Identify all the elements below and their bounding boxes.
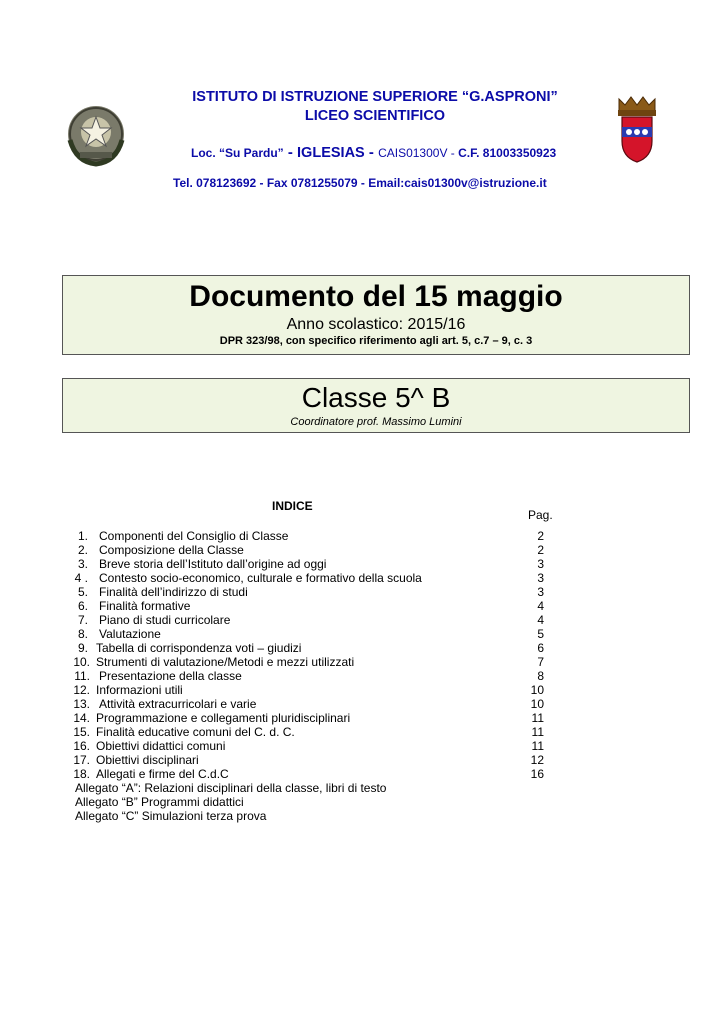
toc-item-label: Finalità formative bbox=[99, 599, 191, 613]
toc-item-number: 11. bbox=[74, 669, 90, 683]
toc-item-label: Strumenti di valutazione/Metodi e mezzi utilizzati bbox=[96, 655, 355, 669]
address-line bbox=[191, 144, 556, 162]
toc-item-page: 11 bbox=[531, 739, 544, 753]
toc-item-page: 2 bbox=[537, 529, 544, 543]
toc-item-label: Obiettivi disciplinari bbox=[96, 753, 199, 767]
toc-item-number: 1. bbox=[77, 529, 88, 543]
toc-item-label: Attività extracurricolari e varie bbox=[99, 697, 257, 711]
iglesias-crest-icon bbox=[613, 95, 661, 165]
toc-item bbox=[0, 767, 724, 781]
toc-item-label: Obiettivi didattici comuni bbox=[96, 739, 226, 753]
toc-item-page: 2 bbox=[537, 543, 544, 557]
toc-item-number: 15. bbox=[73, 725, 90, 739]
toc-item-label: Tabella di corrispondenza voti – giudizi bbox=[96, 641, 302, 655]
toc-item-page: 4 bbox=[537, 599, 544, 613]
toc-item-number: 13. bbox=[73, 697, 90, 711]
toc-item-page: 3 bbox=[537, 571, 544, 585]
class-box bbox=[62, 378, 690, 433]
toc-item bbox=[0, 599, 724, 613]
school-type: LICEO SCIENTIFICO bbox=[304, 108, 446, 124]
toc-item-number: 4 . bbox=[74, 571, 88, 585]
toc-item bbox=[0, 529, 724, 543]
toc-item bbox=[0, 739, 724, 753]
toc-item-page: 7 bbox=[537, 655, 544, 669]
toc-item-label: Componenti del Consiglio di Classe bbox=[99, 529, 289, 543]
toc-item bbox=[0, 669, 724, 683]
attachment-item: Allegato “B” Programmi didattici bbox=[75, 795, 244, 809]
toc-item-page: 3 bbox=[537, 557, 544, 571]
toc-item-label: Composizione della Classe bbox=[99, 543, 244, 557]
city: IGLESIAS bbox=[297, 145, 365, 161]
institute-name: ISTITUTO DI ISTRUZIONE SUPERIORE “G.ASPRONI” bbox=[192, 89, 558, 105]
toc-item-page: 3 bbox=[537, 585, 544, 599]
document-title-box bbox=[62, 275, 690, 355]
coordinator: Coordinatore prof. Massimo Lumini bbox=[290, 416, 462, 428]
attachment-item: Allegato “A”: Relazioni disciplinari della classe, libri di testo bbox=[75, 781, 387, 795]
toc-item bbox=[0, 627, 724, 641]
toc-item bbox=[0, 641, 724, 655]
toc-item-number: 18. bbox=[73, 767, 90, 781]
toc-item-label: Finalità educative comuni del C. d. C. bbox=[96, 725, 295, 739]
toc-item-label: Presentazione della classe bbox=[99, 669, 242, 683]
document-title: Documento del 15 maggio bbox=[189, 280, 563, 313]
toc-item-number: 17. bbox=[73, 753, 90, 767]
toc-item-number: 6. bbox=[77, 599, 88, 613]
toc-item-number: 16. bbox=[73, 739, 90, 753]
school-code: CAIS01300V bbox=[378, 146, 448, 160]
separator: - bbox=[283, 144, 298, 161]
toc-item bbox=[0, 613, 724, 627]
toc-item-number: 12. bbox=[73, 683, 90, 697]
toc-item-label: Finalità dell’indirizzo di studi bbox=[99, 585, 248, 599]
toc-item-label: Breve storia dell’Istituto dall’origine ad oggi bbox=[99, 557, 327, 571]
toc-item-page: 8 bbox=[537, 669, 544, 683]
toc-item-label: Informazioni utili bbox=[96, 683, 183, 697]
index-heading: INDICE bbox=[272, 499, 313, 513]
toc-item bbox=[0, 543, 724, 557]
page-column-label: Pag. bbox=[528, 508, 553, 522]
toc-item-page: 11 bbox=[531, 711, 544, 725]
separator: - bbox=[364, 144, 379, 161]
toc-item-label: Programmazione e collegamenti pluridisciplinari bbox=[96, 711, 351, 725]
toc-item-number: 7. bbox=[77, 613, 88, 627]
toc-item bbox=[0, 683, 724, 697]
toc-item-number: 10. bbox=[73, 655, 90, 669]
toc-item bbox=[0, 571, 724, 585]
fiscal-code: C.F. 81003350923 bbox=[458, 146, 557, 160]
toc-item-page: 6 bbox=[537, 641, 544, 655]
school-year: Anno scolastico: 2015/16 bbox=[286, 316, 466, 333]
contacts-line: Tel. 078123692 - Fax 0781255079 - Email:cais01300v@istruzione.it bbox=[173, 176, 547, 190]
toc-item bbox=[0, 697, 724, 711]
toc-item-page: 4 bbox=[537, 613, 544, 627]
toc-item-label: Contesto socio-economico, culturale e formativo della scuola bbox=[99, 571, 422, 585]
toc-item-label: Valutazione bbox=[99, 627, 161, 641]
legal-reference: DPR 323/98, con specifico riferimento agli art. 5, c.7 – 9, c. 3 bbox=[219, 335, 533, 347]
separator: - bbox=[447, 146, 459, 160]
toc-item bbox=[0, 711, 724, 725]
toc-item-number: 3. bbox=[77, 557, 88, 571]
toc-item-page: 10 bbox=[530, 697, 544, 711]
toc-item-page: 12 bbox=[530, 753, 544, 767]
toc-item-label: Allegati e firme del C.d.C bbox=[96, 767, 229, 781]
toc-item-page: 10 bbox=[530, 683, 544, 697]
toc-item-number: 9. bbox=[77, 641, 88, 655]
toc-item-number: 2. bbox=[77, 543, 88, 557]
toc-item bbox=[0, 557, 724, 571]
toc-item-page: 16 bbox=[530, 767, 544, 781]
toc-item bbox=[0, 725, 724, 739]
italian-republic-emblem bbox=[62, 100, 130, 170]
toc-item bbox=[0, 655, 724, 669]
toc-item bbox=[0, 753, 724, 767]
toc-item-page: 5 bbox=[537, 627, 544, 641]
toc-item-number: 14. bbox=[73, 711, 90, 725]
toc-item bbox=[0, 585, 724, 599]
location: Loc. “Su Pardu” bbox=[191, 146, 284, 160]
toc-item-page: 11 bbox=[531, 725, 544, 739]
toc-item-label: Piano di studi curricolare bbox=[99, 613, 231, 627]
toc-item-number: 8. bbox=[77, 627, 88, 641]
toc-item-number: 5. bbox=[77, 585, 88, 599]
class-name: Classe 5^ B bbox=[301, 382, 451, 413]
attachment-item: Allegato “C” Simulazioni terza prova bbox=[75, 809, 267, 823]
